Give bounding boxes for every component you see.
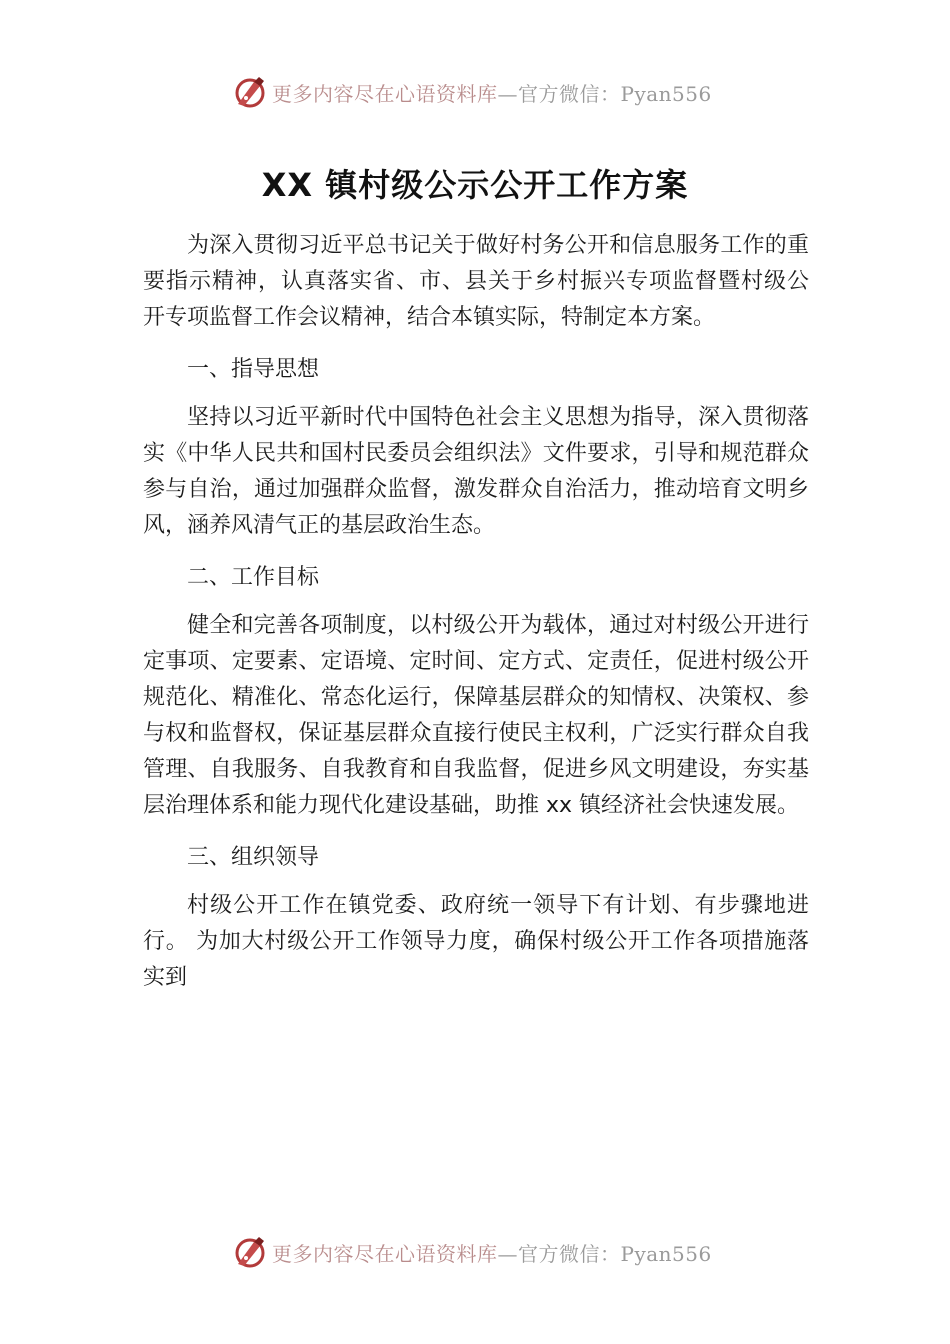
watermark-text <box>272 78 712 107</box>
pen-nib-logo-icon <box>232 74 268 110</box>
section-paragraph-organization: 村级公开工作在镇党委、政府统一领导下有计划、有步骤地进行。 为加大村级公开工作领导力度，确保村级公开工作各项措施落实到 <box>143 893 809 990</box>
watermark-text-tail: —官方微信：Pyan556 <box>497 1241 712 1266</box>
section-heading-organization: 三、组织领导 <box>187 845 320 870</box>
section-paragraph-work-goals: 健全和完善各项制度，以村级公开为载体，通过对村级公开进行 定事项、定要素、定语境、定时间、定方式、定责任，促进村级公开 规范化、精准化、常态化运行，保障基层群众的知情权、决策权、参 与权和监督权，保证基层群众直接行使民主权利，广泛实行群众自我 管理、自我服务、自我教育和自我监督，促进乡风文明建设，夯实基 层治理体系和能力现代化建设基础，助推 xx 镇经济社会快速发展。 <box>143 613 809 818</box>
page-title: XX 镇村级公示公开工作方案 <box>261 166 689 204</box>
watermark-text-tail: —官方微信：Pyan556 <box>497 81 712 106</box>
watermark-text-main: 更多内容尽在心语资料库 <box>272 1241 498 1266</box>
footer-watermark <box>232 1232 712 1272</box>
intro-paragraph: 为深入贯彻习近平总书记关于做好村务公开和信息服务工作的重要指示精神，认真落实省、市、县关于乡村振兴专项监督暨村级公 开专项监督工作会议精神，结合本镇实际，特制定本方案。 <box>143 233 809 330</box>
pen-nib-logo-icon <box>232 1234 268 1270</box>
header-watermark <box>232 72 712 112</box>
section-paragraph-guiding-ideology: 坚持以习近平新时代中国特色社会主义思想为指导，深入贯彻落实《中华人民共和国村民委员会组织法》文件要求，引导和规范群众 参与自治，通过加强群众监督，激发群众自治活力，推动培育文明乡 风，涵养风清气正的基层政治生态。 <box>143 405 809 538</box>
section-heading-guiding-ideology: 一、指导思想 <box>187 357 320 382</box>
watermark-text-main: 更多内容尽在心语资料库 <box>272 81 498 106</box>
section-heading-work-goals: 二、工作目标 <box>187 565 320 590</box>
watermark-text <box>272 1238 712 1267</box>
document-body <box>143 228 809 1012</box>
